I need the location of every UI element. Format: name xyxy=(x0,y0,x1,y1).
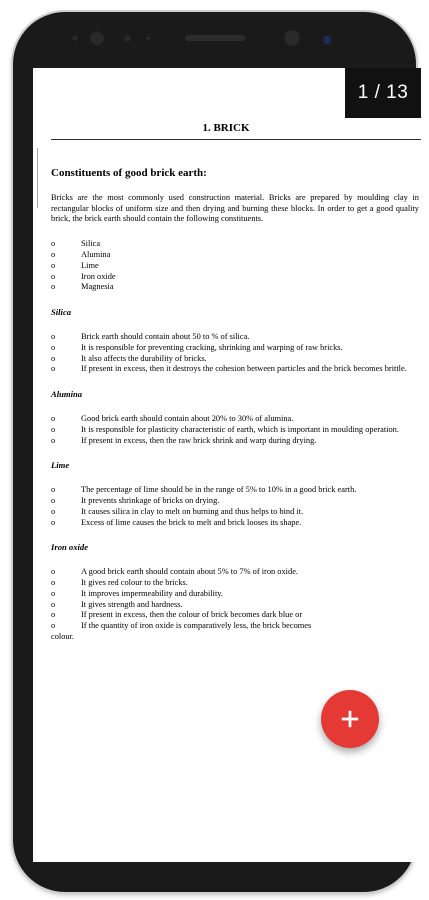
section-heading: Constituents of good brick earth: xyxy=(51,167,207,179)
phone-frame xyxy=(13,12,419,892)
alumina-list xyxy=(51,414,419,446)
list-item: o Good brick earth should contain about 20% to 30% of alumina. xyxy=(51,413,294,423)
constituents-list xyxy=(51,239,419,293)
earpiece-speaker xyxy=(185,35,245,41)
list-item: o It is responsible for preventing cracking, shrinking and warping of raw bricks. xyxy=(51,342,343,352)
list-item: o If present in excess, then the raw brick shrink and warp during drying. xyxy=(51,435,317,445)
list-item: o Excess of lime causes the brick to melt and brick looses its shape. xyxy=(51,517,302,527)
list-item: o It also affects the durability of bricks. xyxy=(51,353,207,363)
page-counter: 1 / 13 xyxy=(345,68,421,118)
list-item: o A good brick earth should contain about 5% to 7% of iron oxide. xyxy=(51,567,299,577)
add-button[interactable] xyxy=(321,690,379,748)
list-item: o If present in excess, then it destroys the cohesion between particles and the brick becomes brittle. xyxy=(51,364,407,374)
margin-line xyxy=(37,148,38,208)
list-item: o It improves impermeability and durability. xyxy=(51,588,224,598)
front-camera-icon xyxy=(89,30,105,46)
light-sensor xyxy=(323,36,331,44)
list-item: o Iron oxide xyxy=(51,271,116,281)
list-item-continuation: colour. xyxy=(51,631,75,641)
list-item: o The percentage of lime should be in the range of 5% to 10% in a good brick earth. xyxy=(51,485,357,495)
chapter-title: 1. BRICK xyxy=(202,122,250,134)
subheading-iron-oxide: Iron oxide xyxy=(51,542,89,553)
proximity-sensor xyxy=(283,29,301,47)
list-item: o Lime xyxy=(51,260,99,270)
sensor-dot xyxy=(71,34,79,42)
sensor-dot xyxy=(123,34,132,43)
plus-icon xyxy=(339,708,361,730)
list-item: o Silica xyxy=(51,239,101,249)
list-item: o Brick earth should contain about 50 to % of silica. xyxy=(51,331,250,341)
list-item: o It is responsible for plasticity characteristic of earth, which is important in moulding operation. xyxy=(51,424,399,434)
subheading-lime: Lime xyxy=(51,460,70,471)
phone-top-bezel xyxy=(13,12,416,56)
sensor-dot xyxy=(145,35,152,42)
lime-list xyxy=(51,485,419,528)
phone-bottom-bezel xyxy=(13,852,416,892)
list-item: o It prevents shrinkage of bricks on drying. xyxy=(51,495,220,505)
title-divider xyxy=(51,139,421,140)
list-item: o It gives red colour to the bricks. xyxy=(51,577,188,587)
list-item: o If present in excess, then the colour of brick becomes dark blue or xyxy=(51,610,303,620)
intro-paragraph: Bricks are the most commonly used construction material. Bricks are prepared by moulding clay in rectangular blocks of uniform size and then drying and burning these blocks. In order to get a good quality brick, the brick earth should contain the following constituents. xyxy=(51,192,419,224)
list-item: o Alumina xyxy=(51,249,111,259)
list-item: o If the quantity of iron oxide is comparatively less, the brick becomes xyxy=(51,621,312,631)
subheading-silica: Silica xyxy=(51,307,72,318)
subheading-alumina: Alumina xyxy=(51,389,83,400)
list-item: o It causes silica in clay to melt on burning and thus helps to bind it. xyxy=(51,506,304,516)
silica-list xyxy=(51,332,419,375)
list-item: o Magnesia xyxy=(51,282,114,292)
list-item: o It gives strength and hardness. xyxy=(51,599,183,609)
iron-oxide-list xyxy=(51,567,419,632)
document-content[interactable] xyxy=(51,168,419,643)
